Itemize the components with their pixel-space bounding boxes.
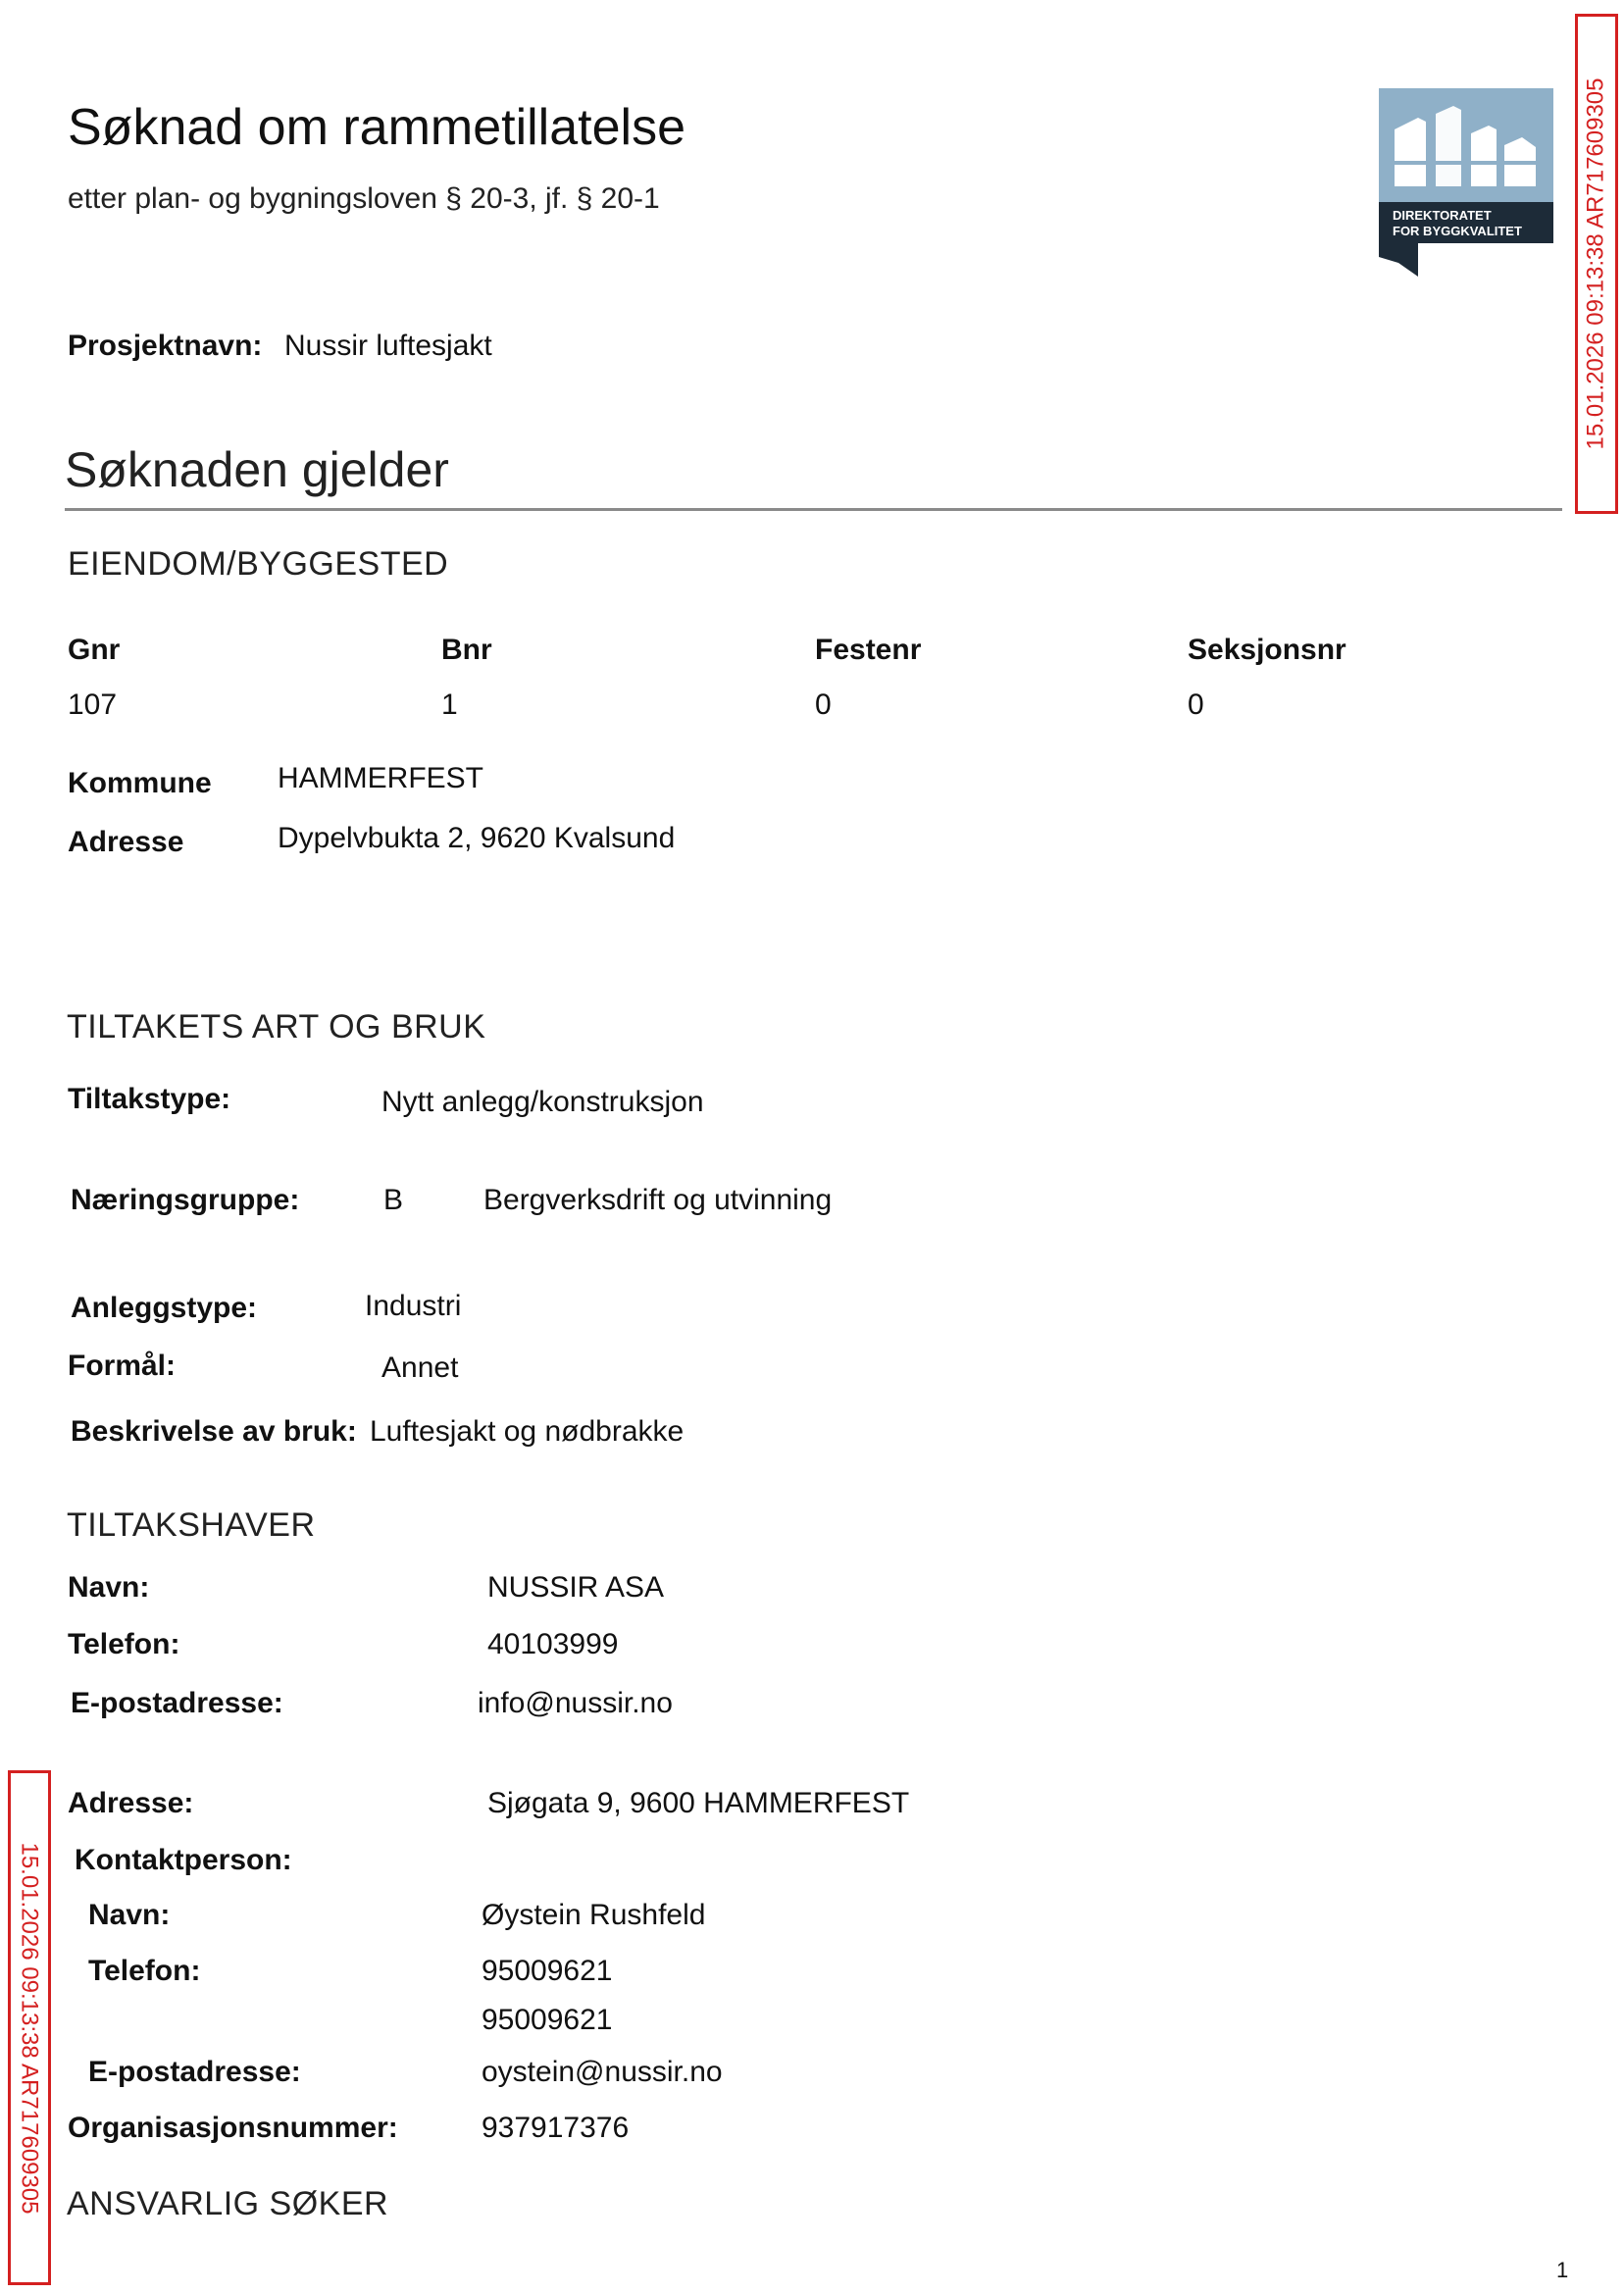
section-main-heading: Søknaden gjelder [65,442,449,497]
festenr-value: 0 [815,688,832,721]
tiltak-section-heading: TILTAKETS ART OG BRUK [67,1008,486,1045]
orgnr-label: Organisasjonsnummer: [68,2112,398,2144]
orgnr-value: 937917376 [482,2112,630,2144]
beskrivelse-value: Luftesjakt og nødbrakke [370,1415,685,1448]
bnr-value: 1 [441,688,458,721]
heading-divider [65,508,1562,511]
gnr-value: 107 [68,688,118,721]
logo-text-line1: DIREKTORATET [1393,208,1492,223]
adresse-value: Dypelvbukta 2, 9620 Kvalsund [278,822,676,854]
seksjonsnr-value: 0 [1188,688,1204,721]
tiltakshaver-navn-label: Navn: [68,1571,150,1604]
timestamp-stamp-top-text: 15.01.2026 09:13:38 AR717609305 [1583,77,1609,450]
project-name-label: Prosjektnavn: [68,330,263,362]
ansvarlig-soker-section-heading: ANSVARLIG SØKER [67,2185,389,2222]
kontaktperson-navn-value: Øystein Rushfeld [482,1899,706,1931]
dibk-logo-graphic [1379,88,1553,277]
tiltakshaver-adresse-label: Adresse: [68,1787,194,1819]
tiltakshaver-epost-value: info@nussir.no [478,1687,673,1719]
timestamp-stamp-top [1575,14,1618,514]
tiltakstype-value: Nytt anlegg/konstruksjon [381,1086,704,1118]
naeringsgruppe-label: Næringsgruppe: [71,1184,300,1216]
tiltakshaver-telefon-label: Telefon: [68,1628,180,1660]
kommune-label: Kommune [68,767,212,799]
timestamp-stamp-left-text: 15.01.2026 09:13:38 AR717609305 [17,1841,43,2215]
adresse-label: Adresse [68,826,184,858]
kontaktperson-telefon-value: 95009621 [482,1955,613,1987]
beskrivelse-label: Beskrivelse av bruk: [71,1415,357,1448]
anleggstype-value: Industri [365,1290,462,1322]
kontaktperson-epost-label: E-postadresse: [88,2056,301,2088]
kontaktperson-epost-value: oystein@nussir.no [482,2056,723,2088]
formal-value: Annet [381,1351,459,1384]
naeringsgruppe-code: B [383,1184,404,1216]
seksjonsnr-label: Seksjonsnr [1188,634,1346,666]
tiltakshaver-adresse-value: Sjøgata 9, 9600 HAMMERFEST [487,1787,910,1819]
logo-text-line2: FOR BYGGKVALITET [1393,224,1522,238]
page-number: 1 [1556,2258,1569,2282]
dibk-logo [1379,88,1553,277]
bnr-label: Bnr [441,634,492,666]
property-section-heading: EIENDOM/BYGGESTED [68,545,449,583]
kontaktperson-navn-label: Navn: [88,1899,171,1931]
project-name-value: Nussir luftesjakt [284,330,492,362]
tiltakshaver-section-heading: TILTAKSHAVER [67,1506,316,1544]
anleggstype-label: Anleggstype: [71,1292,258,1324]
tiltakshaver-navn-value: NUSSIR ASA [487,1571,665,1604]
naeringsgruppe-value: Bergverksdrift og utvinning [483,1184,833,1216]
formal-label: Formål: [68,1350,177,1382]
kommune-value: HAMMERFEST [278,762,483,794]
tiltakshaver-epost-label: E-postadresse: [71,1687,283,1719]
tiltakstype-label: Tiltakstype: [68,1083,231,1115]
timestamp-stamp-left [8,1770,51,2285]
kontaktperson-mobil-value: 95009621 [482,2004,613,2036]
document-subtitle: etter plan- og bygningsloven § 20-3, jf. § 20-1 [68,182,660,215]
document-title: Søknad om rammetillatelse [68,99,685,156]
festenr-label: Festenr [815,634,922,666]
kontaktperson-label: Kontaktperson: [75,1844,292,1876]
tiltakshaver-telefon-value: 40103999 [487,1628,619,1660]
kontaktperson-telefon-label: Telefon: [88,1955,201,1987]
gnr-label: Gnr [68,634,121,666]
